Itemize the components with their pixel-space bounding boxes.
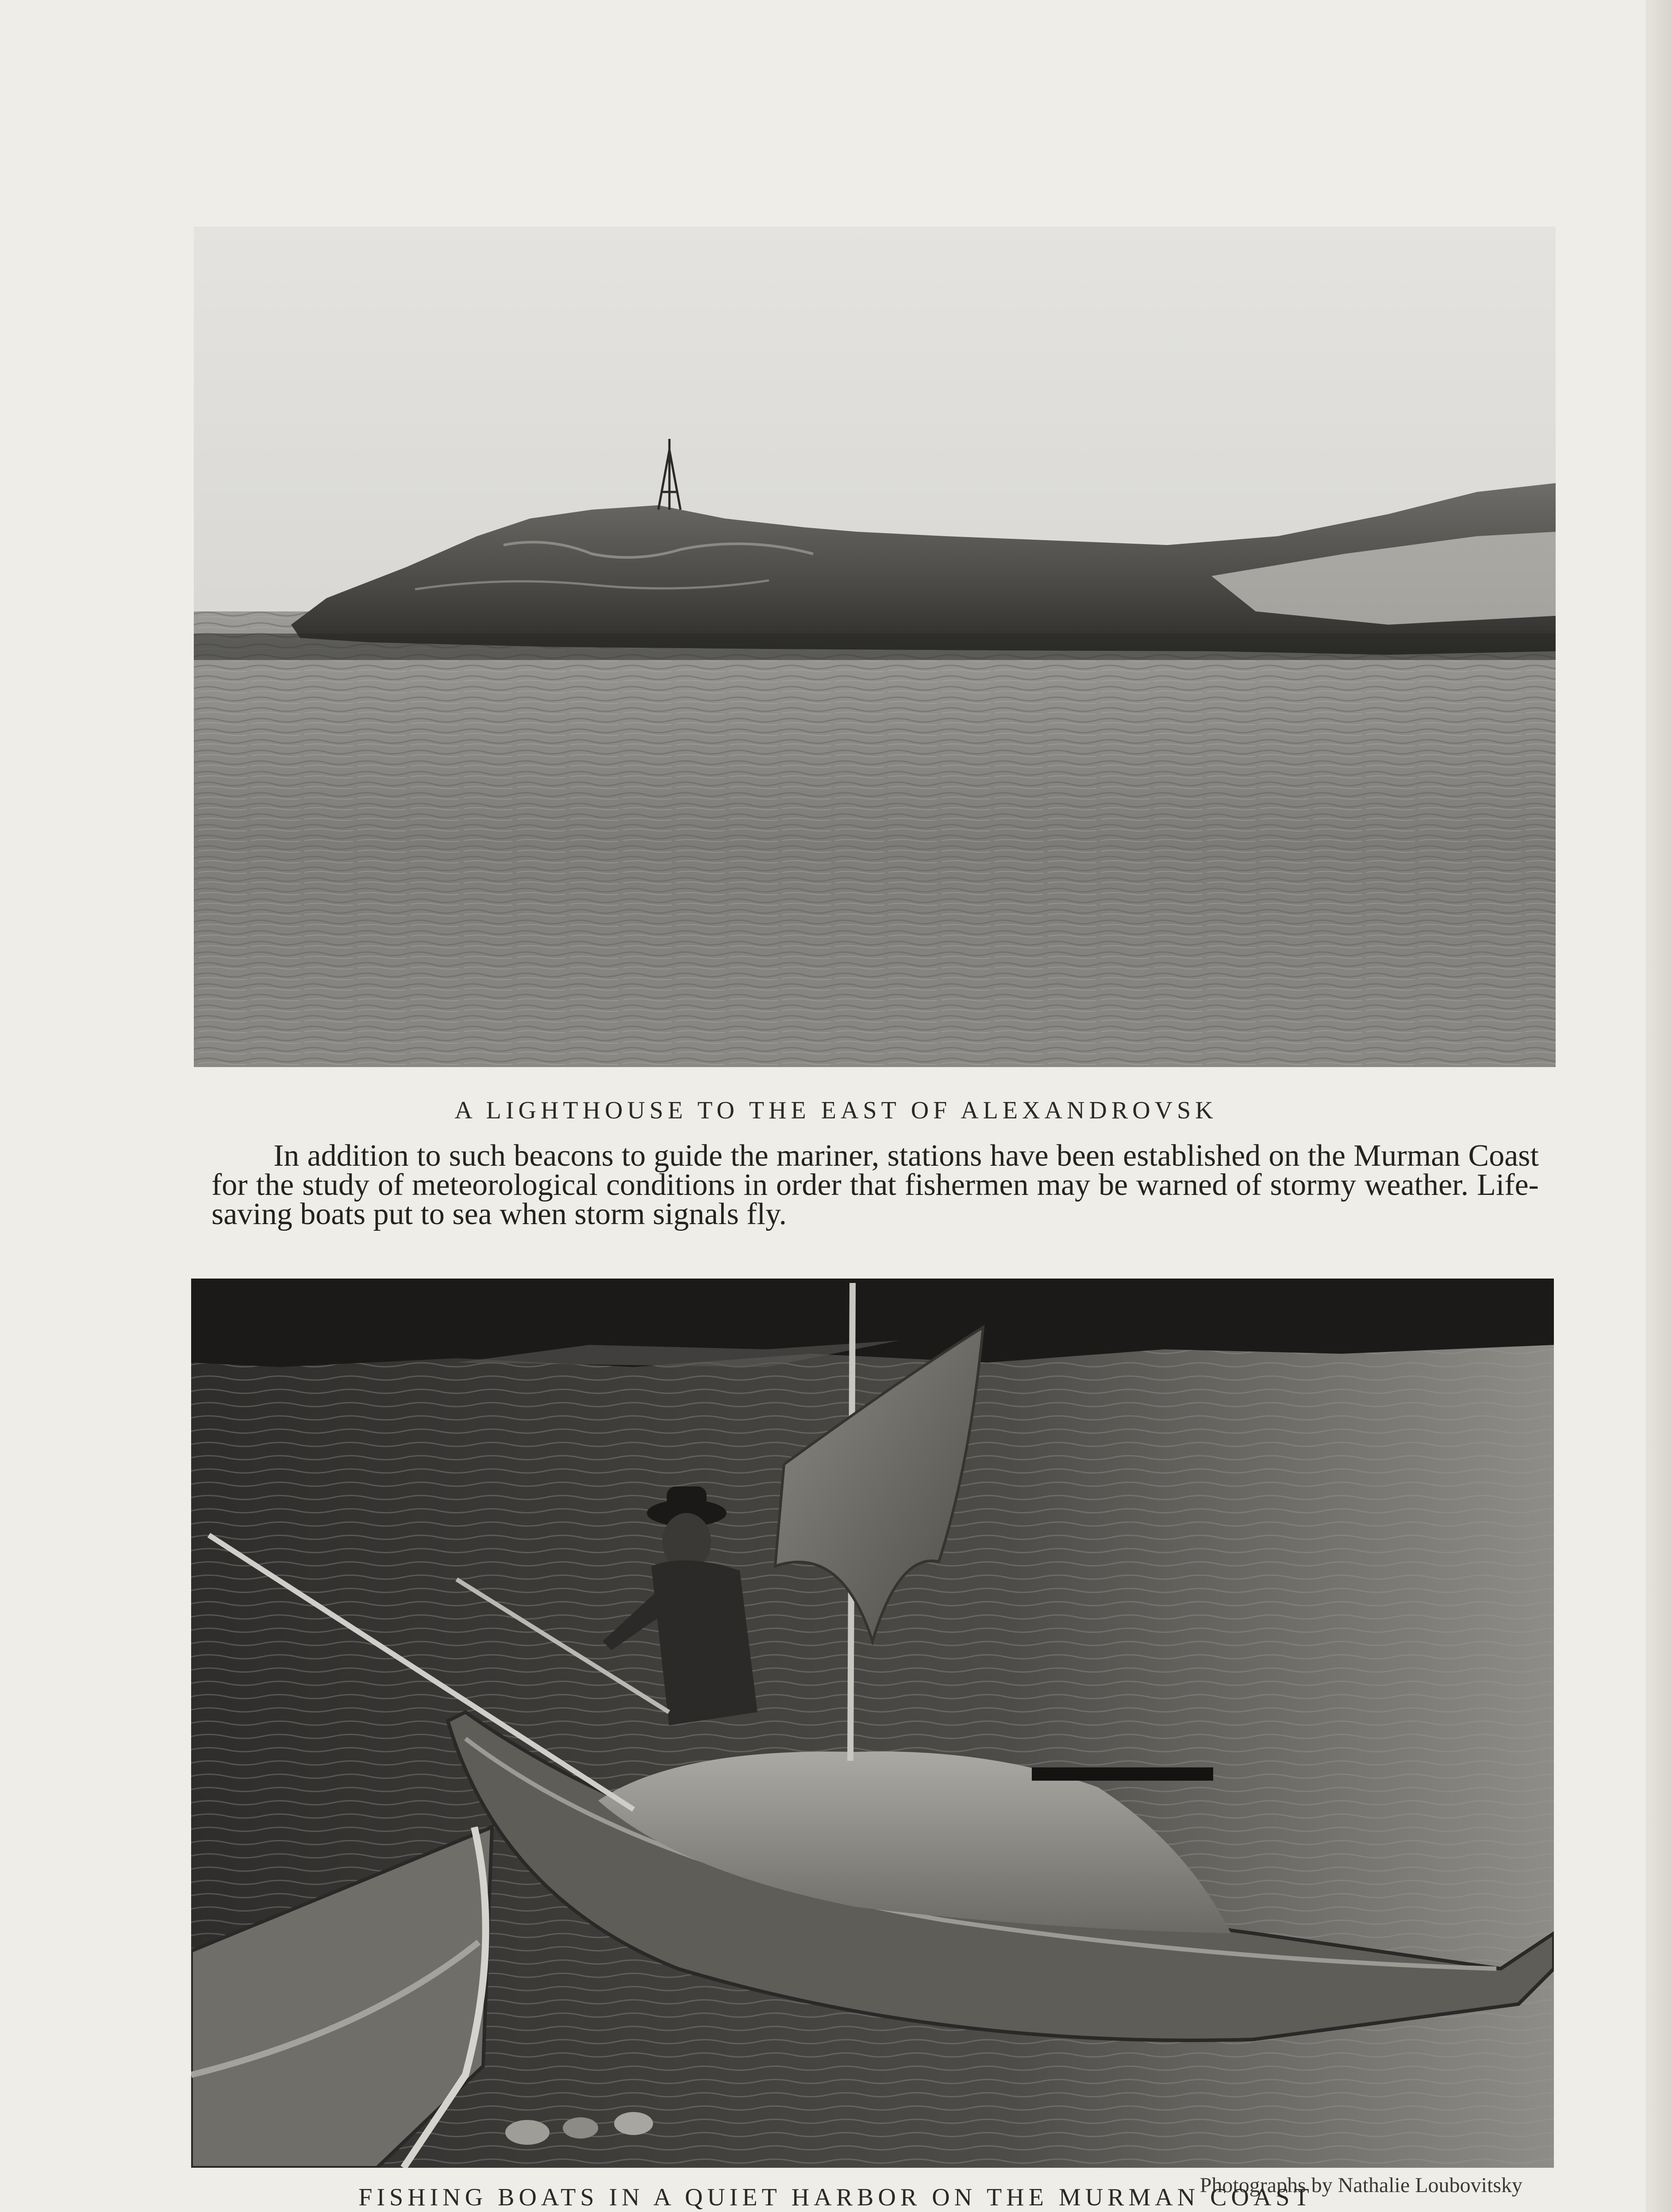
lighthouse-photo: [194, 227, 1556, 1067]
fishing-boats-photo: [191, 1279, 1554, 2168]
fishing-boats-caption-title: FISHING BOATS IN A QUIET HARBOR ON THE MURMAN COAST: [358, 2184, 1314, 2211]
lighthouse-photo-image: [194, 227, 1556, 1067]
fishing-boats-photo-image: [191, 1279, 1554, 2168]
lighthouse-caption-body: In addition to such beacons to guide the mariner, stations have been established on the Murman Coast for the study of meteorological conditions in order that fishermen may be warned of stormy weather. Life-saving boats put to sea when storm signals fly.: [211, 1139, 1539, 1231]
lighthouse-caption-title: A LIGHTHOUSE TO THE EAST OF ALEXANDROVSK: [454, 1097, 1218, 1124]
photo-credit: Photographs by Nathalie Loubovitsky: [1199, 2174, 1522, 2197]
